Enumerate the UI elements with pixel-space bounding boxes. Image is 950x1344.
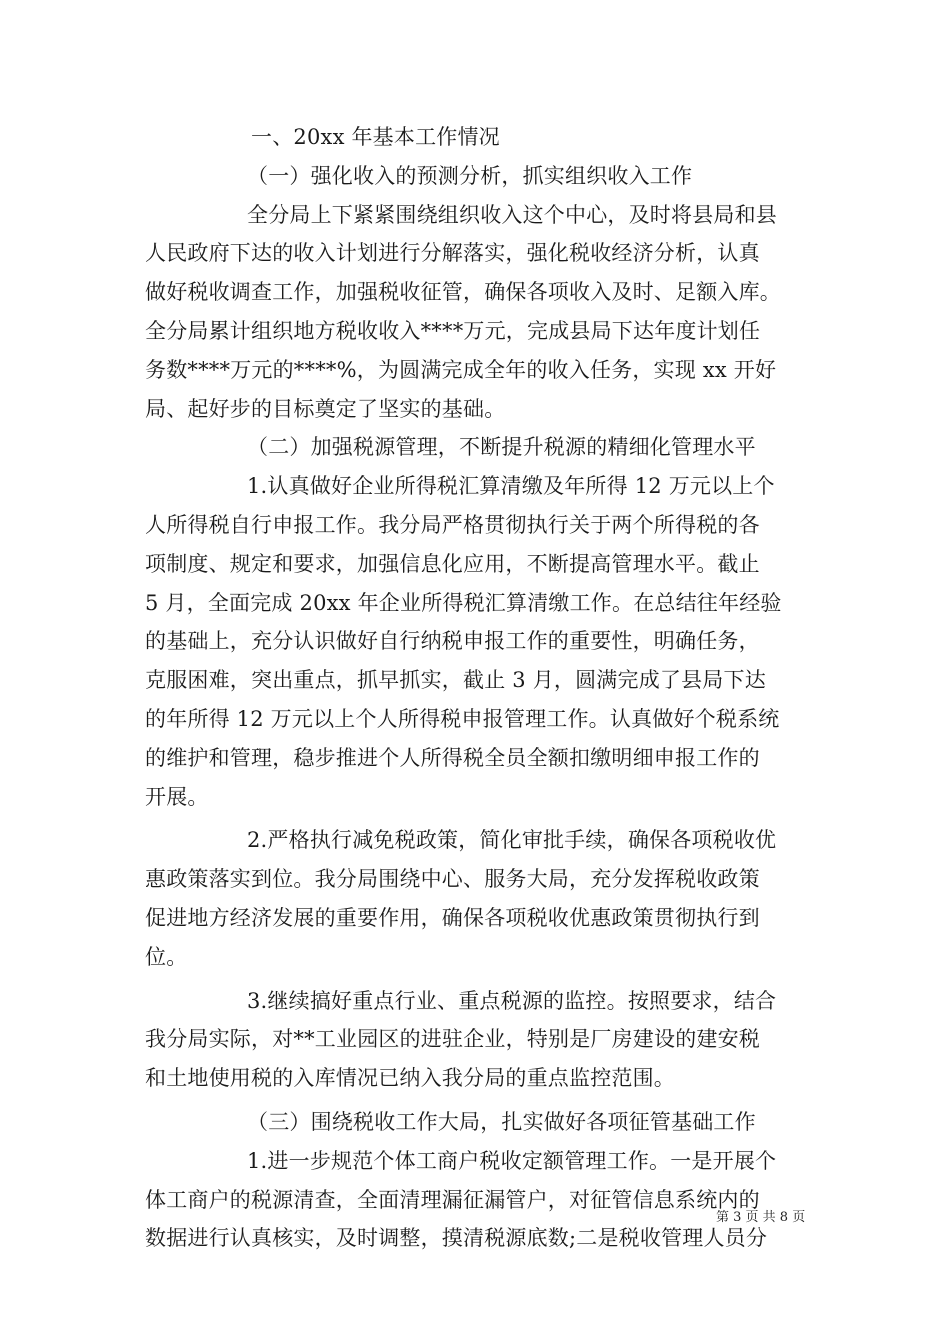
page-number: 第 3 页 共 8 页 (716, 1210, 806, 1225)
paragraph-line: 2.严格执行减免税政策，简化审批手续，确保各项税收优 (247, 828, 777, 853)
paragraph-line: 的年所得 12 万元以上个人所得税申报管理工作。认真做好个税系统 (145, 706, 780, 731)
paragraph-line: 我分局实际，对**工业园区的进驻企业，特别是厂房建设的建安税 (145, 1027, 760, 1052)
paragraph-line: 体工商户的税源清查，全面清理漏征漏管户，对征管信息系统内的 (145, 1187, 760, 1212)
paragraph-line: 务数****万元的****%，为圆满完成全年的收入任务，实现 xx 开好 (145, 357, 777, 382)
paragraph-line: 促进地方经济发展的重要作用，确保各项税收优惠政策贯彻执行到 (145, 905, 760, 930)
paragraph-line: 1.进一步规范个体工商户税收定额管理工作。一是开展个 (247, 1148, 777, 1173)
paragraph-line: 开展。 (145, 784, 209, 809)
paragraph-line: 局、起好步的目标奠定了坚实的基础。 (145, 396, 506, 421)
subsection-heading: （三）围绕税收工作大局，扎实做好各项征管基础工作 (247, 1109, 756, 1134)
paragraph-line: 的维护和管理，稳步推进个人所得税全员全额扣缴明细申报工作的 (145, 745, 760, 770)
paragraph-line: 人民政府下达的收入计划进行分解落实，强化税收经济分析，认真 (145, 241, 760, 266)
paragraph-line: 人所得税自行申报工作。我分局严格贯彻执行关于两个所得税的各 (145, 512, 760, 537)
document-body (145, 118, 825, 1258)
paragraph-line: 克服困难，突出重点，抓早抓实，截止 3 月，圆满完成了县局下达 (145, 668, 766, 693)
section-heading: 一、20xx 年基本工作情况 (251, 125, 500, 149)
paragraph-line: 5 月，全面完成 20xx 年企业所得税汇算清缴工作。在总结往年经验 (145, 590, 782, 615)
paragraph-line: 全分局上下紧紧围绕组织收入这个中心，及时将县局和县 (247, 202, 777, 227)
paragraph-line: 项制度、规定和要求，加强信息化应用，不断提高管理水平。截止 (145, 551, 760, 576)
paragraph-line: 位。 (145, 944, 188, 969)
paragraph-line: 数据进行认真核实，及时调整，摸清税源底数;二是税收管理人员分 (145, 1226, 768, 1251)
paragraph-line: 3.继续搞好重点行业、重点税源的监控。按照要求，结合 (247, 988, 777, 1013)
paragraph-line: 做好税收调查工作，加强税收征管，确保各项收入及时、足额入库。 (145, 280, 781, 305)
subsection-heading: （一）强化收入的预测分析，抓实组织收入工作 (247, 163, 693, 188)
paragraph-line: 全分局累计组织地方税收收入****万元，完成县局下达年度计划任 (145, 318, 761, 343)
paragraph-line: 惠政策落实到位。我分局围绕中心、服务大局，充分发挥税收政策 (145, 867, 760, 892)
paragraph-line: 的基础上，充分认识做好自行纳税申报工作的重要性，明确任务， (145, 629, 760, 654)
subsection-heading: （二）加强税源管理，不断提升税源的精细化管理水平 (247, 435, 756, 460)
paragraph-line: 和土地使用税的入库情况已纳入我分局的重点监控范围。 (145, 1066, 675, 1091)
paragraph-line: 1.认真做好企业所得税汇算清缴及年所得 12 万元以上个 (247, 474, 775, 499)
